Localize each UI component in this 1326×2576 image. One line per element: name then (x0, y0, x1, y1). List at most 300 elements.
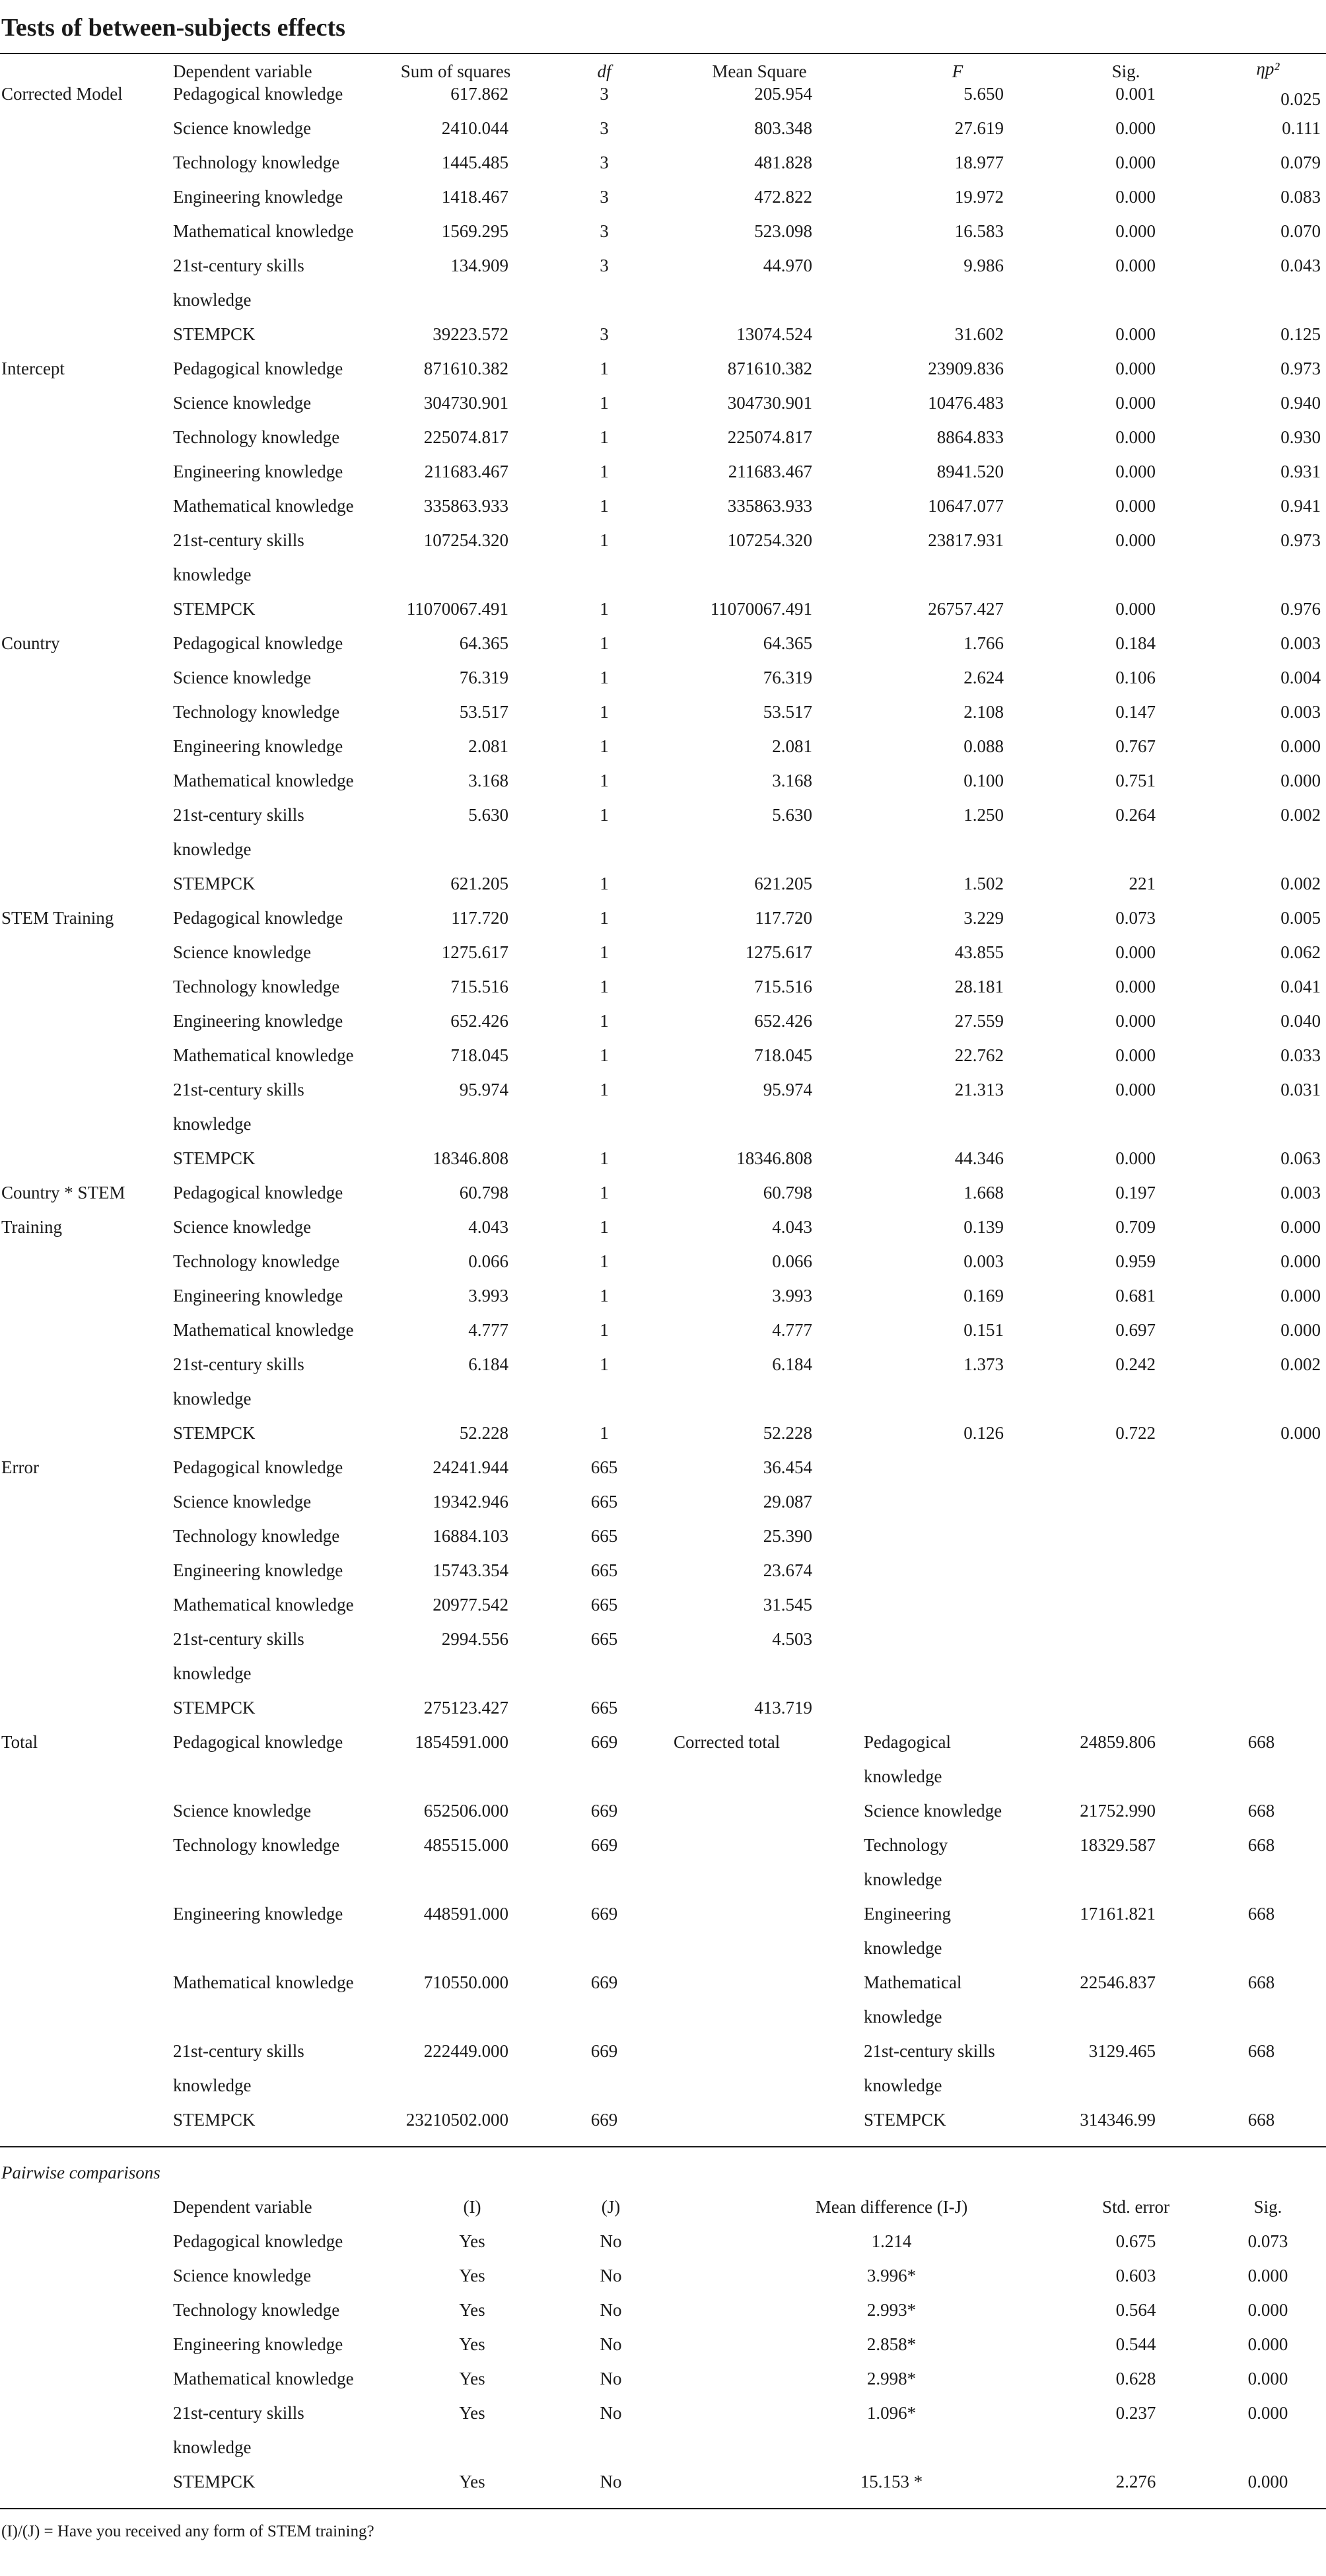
pairwise-header-mean-difference: Mean difference (I-J) (815, 2197, 968, 2217)
std-error-cell: 0.564 (1115, 2300, 1156, 2320)
f-value-cell: 28.181 (954, 977, 1004, 996)
mean-square-cell: 621.205 (754, 874, 812, 893)
dependent-variable-cell: Engineering knowledge (173, 1286, 343, 1305)
partial-eta-squared-cell: 0.033 (1280, 1045, 1321, 1065)
sig-cell: 0.073 (1115, 908, 1156, 928)
pairwise-j-cell: No (600, 2334, 622, 2354)
partial-eta-squared-cell: 0.973 (1280, 359, 1321, 378)
dependent-variable-cell: knowledge (173, 1114, 252, 1134)
partial-eta-squared-cell: 0.002 (1280, 805, 1321, 825)
dependent-variable-cell: Engineering knowledge (173, 1011, 343, 1031)
dependent-variable-cell: Science knowledge (173, 1217, 312, 1237)
df-cell: 1 (600, 496, 609, 516)
df-cell: 665 (590, 1457, 618, 1477)
dependent-variable-cell: Science knowledge (173, 668, 312, 687)
mean-square-cell: 2.081 (772, 736, 812, 756)
mean-square-cell: 117.720 (755, 908, 812, 928)
dependent-variable-cell: Mathematical knowledge (173, 221, 354, 241)
sig-cell: 0.681 (1115, 1286, 1156, 1305)
sum-of-squares-cell: 222449.000 (423, 2041, 508, 2061)
partial-eta-squared-cell: 0.043 (1280, 256, 1321, 275)
df-cell: 1 (600, 771, 609, 790)
corrected-sum-of-squares-cell: 22546.837 (1080, 1972, 1156, 1992)
corrected-sum-of-squares-cell: 3129.465 (1088, 2041, 1156, 2061)
mean-square-cell: 23.674 (763, 1560, 812, 1580)
pairwise-j-cell: No (600, 2369, 622, 2388)
df-cell: 1 (600, 1286, 609, 1305)
partial-eta-squared-cell: 0.002 (1280, 874, 1321, 893)
pairwise-sig-cell: 0.000 (1247, 2334, 1288, 2354)
df-cell: 1 (600, 1011, 609, 1031)
pairwise-sig-cell: 0.000 (1247, 2403, 1288, 2423)
dependent-variable-cell: STEMPCK (173, 599, 256, 619)
sig-cell: 0.000 (1115, 462, 1156, 481)
sum-of-squares-cell: 23210502.000 (405, 2110, 508, 2130)
mean-square-cell: 1275.617 (745, 942, 812, 962)
dependent-variable-cell: Pedagogical knowledge (173, 1732, 343, 1752)
sig-cell: 0.000 (1115, 118, 1156, 138)
mean-difference-cell: 2.858* (866, 2334, 917, 2354)
df-cell: 665 (590, 1526, 618, 1546)
f-value-cell: 19.972 (954, 187, 1004, 207)
dependent-variable-cell: knowledge (173, 1663, 252, 1683)
partial-eta-squared-cell: 0.031 (1280, 1080, 1321, 1099)
dependent-variable-cell: Pedagogical knowledge (173, 633, 343, 653)
mean-difference-cell: 3.996* (866, 2266, 917, 2285)
f-value-cell: 1.668 (963, 1183, 1004, 1202)
df-cell: 1 (600, 393, 609, 413)
mean-square-cell: 107254.320 (727, 530, 812, 550)
dependent-variable-cell: STEMPCK (173, 874, 256, 893)
sum-of-squares-cell: 60.798 (459, 1183, 508, 1202)
std-error-cell: 0.603 (1115, 2266, 1156, 2285)
f-value-cell: 2.108 (963, 702, 1004, 722)
sum-of-squares-cell: 18346.808 (433, 1148, 508, 1168)
df-cell: 1 (600, 1183, 609, 1202)
mean-square-cell: 6.184 (772, 1354, 812, 1374)
df-cell: 1 (600, 530, 609, 550)
df-cell: 3 (600, 256, 609, 275)
pairwise-j-cell: No (600, 2300, 622, 2320)
dependent-variable-cell: Pedagogical knowledge (173, 1183, 343, 1202)
dependent-variable-cell: Science knowledge (173, 942, 312, 962)
corrected-dependent-variable-cell: knowledge (864, 2075, 942, 2095)
sum-of-squares-cell: 52.228 (459, 1423, 508, 1443)
df-cell: 1 (600, 633, 609, 653)
sig-cell: 0.000 (1115, 153, 1156, 172)
mean-square-cell: 803.348 (754, 118, 812, 138)
df-cell: 1 (600, 1423, 609, 1443)
mean-square-cell: 718.045 (754, 1045, 812, 1065)
std-error-cell: 0.628 (1115, 2369, 1156, 2388)
std-error-cell: 0.237 (1115, 2403, 1156, 2423)
sig-cell: 0.697 (1115, 1320, 1156, 1340)
sum-of-squares-cell: 95.974 (459, 1080, 508, 1099)
sig-cell: 0.000 (1115, 1045, 1156, 1065)
sig-cell: 0.000 (1115, 359, 1156, 378)
sig-cell: 0.000 (1115, 599, 1156, 619)
column-header-sum-of-squares: Sum of squares (400, 61, 511, 81)
corrected-dependent-variable-cell: 21st-century skills (864, 2041, 995, 2061)
sig-cell: 0.106 (1115, 668, 1156, 687)
sum-of-squares-cell: 3.168 (468, 771, 508, 790)
f-value-cell: 0.151 (963, 1320, 1004, 1340)
sum-of-squares-cell: 4.777 (468, 1320, 508, 1340)
partial-eta-squared-cell: 0.002 (1280, 1354, 1321, 1374)
sum-of-squares-cell: 718.045 (450, 1045, 508, 1065)
corrected-df-cell: 668 (1247, 1801, 1275, 1821)
dependent-variable-cell: STEMPCK (173, 1148, 256, 1168)
source-label: STEM Training (1, 908, 114, 928)
dependent-variable-cell: Engineering knowledge (173, 736, 343, 756)
partial-eta-squared-cell: 0.040 (1280, 1011, 1321, 1031)
dependent-variable-cell: Science knowledge (173, 1801, 312, 1821)
dependent-variable-cell: 21st-century skills (173, 530, 304, 550)
df-cell: 1 (600, 668, 609, 687)
df-cell: 1 (600, 462, 609, 481)
df-cell: 3 (600, 324, 609, 344)
sum-of-squares-cell: 1569.295 (441, 221, 508, 241)
sum-of-squares-cell: 211683.467 (424, 462, 508, 481)
corrected-df-cell: 668 (1247, 1835, 1275, 1855)
df-cell: 1 (600, 1354, 609, 1374)
mean-difference-cell: 2.998* (866, 2369, 917, 2388)
sig-cell: 0.767 (1115, 736, 1156, 756)
dependent-variable-cell: knowledge (173, 290, 252, 310)
partial-eta-squared-cell: 0.125 (1280, 324, 1321, 344)
dependent-variable-cell: Engineering knowledge (173, 1904, 343, 1924)
sig-cell: 0.184 (1115, 633, 1156, 653)
mean-square-cell: 36.454 (763, 1457, 812, 1477)
sum-of-squares-cell: 53.517 (459, 702, 508, 722)
pairwise-header-i: (I) (463, 2197, 481, 2217)
f-value-cell: 9.986 (963, 256, 1004, 275)
pairwise-sig-cell: 0.000 (1247, 2266, 1288, 2285)
sig-cell: 0.197 (1115, 1183, 1156, 1202)
pairwise-i-cell: Yes (459, 2472, 485, 2491)
mean-square-cell: 211683.467 (728, 462, 812, 481)
f-value-cell: 8941.520 (936, 462, 1004, 481)
partial-eta-squared-cell: 0.976 (1280, 599, 1321, 619)
partial-eta-squared-cell: 0.003 (1280, 1183, 1321, 1202)
partial-eta-squared-cell: 0.004 (1280, 668, 1321, 687)
table-footnote: (I)/(J) = Have you received any form of STEM training? (1, 2523, 374, 2540)
column-header-f: F (952, 61, 963, 81)
mean-square-cell: 715.516 (754, 977, 812, 996)
sig-cell: 221 (1129, 874, 1156, 893)
sig-cell: 0.000 (1115, 977, 1156, 996)
df-cell: 3 (600, 118, 609, 138)
f-value-cell: 23817.931 (928, 530, 1004, 550)
sum-of-squares-cell: 107254.320 (423, 530, 508, 550)
pairwise-sig-cell: 0.000 (1247, 2300, 1288, 2320)
f-value-cell: 0.003 (963, 1251, 1004, 1271)
sum-of-squares-cell: 20977.542 (433, 1595, 508, 1615)
pairwise-sig-cell: 0.073 (1247, 2231, 1288, 2251)
mean-square-cell: 205.954 (754, 84, 812, 104)
mean-square-cell: 5.630 (772, 805, 812, 825)
mean-difference-cell: 2.993* (866, 2300, 917, 2320)
f-value-cell: 1.250 (963, 805, 1004, 825)
partial-eta-squared-cell: 0.000 (1280, 1320, 1321, 1340)
sum-of-squares-cell: 19342.946 (433, 1492, 508, 1512)
dependent-variable-cell: STEMPCK (173, 1423, 256, 1443)
sum-of-squares-cell: 1418.467 (441, 187, 508, 207)
df-cell: 669 (590, 1835, 618, 1855)
sum-of-squares-cell: 1445.485 (441, 153, 508, 172)
df-cell: 3 (600, 153, 609, 172)
source-label: Country (1, 633, 60, 653)
sig-cell: 0.000 (1115, 187, 1156, 207)
column-header-partial-eta-squared: ηp² (1256, 59, 1280, 79)
dependent-variable-cell: 21st-century skills (173, 1080, 304, 1099)
sum-of-squares-cell: 652.426 (450, 1011, 508, 1031)
partial-eta-squared-cell: 0.000 (1280, 771, 1321, 790)
mean-square-cell: 13074.524 (736, 324, 812, 344)
partial-eta-squared-cell: 0.083 (1280, 187, 1321, 207)
partial-eta-squared-cell: 0.000 (1280, 1423, 1321, 1443)
partial-eta-squared-cell: 0.941 (1280, 496, 1321, 516)
f-value-cell: 1.373 (963, 1354, 1004, 1374)
dependent-variable-cell: Mathematical knowledge (173, 496, 354, 516)
partial-eta-squared-cell: 0.000 (1280, 1251, 1321, 1271)
mean-square-cell: 18346.808 (736, 1148, 812, 1168)
sum-of-squares-cell: 0.066 (468, 1251, 508, 1271)
dependent-variable-cell: Engineering knowledge (173, 2334, 343, 2354)
pairwise-header-std-error: Std. error (1102, 2197, 1169, 2217)
partial-eta-squared-cell: 0.079 (1280, 153, 1321, 172)
mean-square-cell: 3.168 (772, 771, 812, 790)
dependent-variable-cell: 21st-century skills (173, 2041, 304, 2061)
mean-square-cell: 4.043 (772, 1217, 812, 1237)
dependent-variable-cell: 21st-century skills (173, 1354, 304, 1374)
sig-cell: 0.147 (1115, 702, 1156, 722)
corrected-sum-of-squares-cell: 17161.821 (1080, 1904, 1156, 1924)
partial-eta-squared-cell: 0.111 (1282, 118, 1321, 138)
dependent-variable-cell: STEMPCK (173, 2110, 256, 2130)
sum-of-squares-cell: 652506.000 (423, 1801, 508, 1821)
dependent-variable-cell: Science knowledge (173, 393, 312, 413)
df-cell: 1 (600, 1148, 609, 1168)
sig-cell: 0.001 (1115, 84, 1156, 104)
df-cell: 1 (600, 1217, 609, 1237)
df-cell: 1 (600, 1251, 609, 1271)
partial-eta-squared-cell: 0.000 (1280, 1286, 1321, 1305)
sig-cell: 0.722 (1115, 1423, 1156, 1443)
df-cell: 1 (600, 599, 609, 619)
f-value-cell: 1.766 (963, 633, 1004, 653)
f-value-cell: 26757.427 (928, 599, 1004, 619)
mean-square-cell: 481.828 (754, 153, 812, 172)
df-cell: 665 (590, 1560, 618, 1580)
df-cell: 669 (590, 2110, 618, 2130)
corrected-sum-of-squares-cell: 314346.99 (1080, 2110, 1156, 2130)
partial-eta-squared-cell: 0.062 (1280, 942, 1321, 962)
sig-cell: 0.959 (1115, 1251, 1156, 1271)
mean-square-cell: 4.503 (772, 1629, 812, 1649)
dependent-variable-cell: Technology knowledge (173, 1251, 340, 1271)
sum-of-squares-cell: 485515.000 (423, 1835, 508, 1855)
mean-square-cell: 52.228 (763, 1423, 812, 1443)
sig-cell: 0.000 (1115, 256, 1156, 275)
f-value-cell: 0.100 (963, 771, 1004, 790)
sig-cell: 0.000 (1115, 496, 1156, 516)
sum-of-squares-cell: 335863.933 (423, 496, 508, 516)
dependent-variable-cell: Mathematical knowledge (173, 1595, 354, 1615)
pairwise-i-cell: Yes (459, 2334, 485, 2354)
sum-of-squares-cell: 225074.817 (423, 427, 508, 447)
corrected-sum-of-squares-cell: 18329.587 (1080, 1835, 1156, 1855)
f-value-cell: 0.126 (963, 1423, 1004, 1443)
sum-of-squares-cell: 39223.572 (433, 324, 508, 344)
dependent-variable-cell: knowledge (173, 2075, 252, 2095)
mean-square-cell: 53.517 (763, 702, 812, 722)
partial-eta-squared-cell: 0.041 (1280, 977, 1321, 996)
pairwise-i-cell: Yes (459, 2231, 485, 2251)
source-label: Training (1, 1217, 63, 1237)
df-cell: 1 (600, 977, 609, 996)
df-cell: 1 (600, 427, 609, 447)
corrected-dependent-variable-cell: Technology (864, 1835, 948, 1855)
f-value-cell: 27.559 (954, 1011, 1004, 1031)
partial-eta-squared-cell: 0.003 (1280, 633, 1321, 653)
sum-of-squares-cell: 2410.044 (441, 118, 508, 138)
corrected-dependent-variable-cell: knowledge (864, 1869, 942, 1889)
column-header-df: df (597, 61, 611, 81)
sig-cell: 0.000 (1115, 221, 1156, 241)
f-value-cell: 0.139 (963, 1217, 1004, 1237)
df-cell: 665 (590, 1698, 618, 1718)
dependent-variable-cell: knowledge (173, 2437, 252, 2457)
mean-difference-cell: 15.153 * (860, 2472, 923, 2491)
dependent-variable-cell: Technology knowledge (173, 702, 340, 722)
corrected-dependent-variable-cell: Pedagogical (864, 1732, 951, 1752)
corrected-dependent-variable-cell: Mathematical (864, 1972, 962, 1992)
df-cell: 665 (590, 1595, 618, 1615)
dependent-variable-cell: Technology knowledge (173, 1526, 340, 1546)
pairwise-i-cell: Yes (459, 2369, 485, 2388)
mean-square-cell: 3.993 (772, 1286, 812, 1305)
df-cell: 1 (600, 908, 609, 928)
dependent-variable-cell: Mathematical knowledge (173, 2369, 354, 2388)
partial-eta-squared-cell: 0.063 (1280, 1148, 1321, 1168)
mean-square-cell: 76.319 (763, 668, 812, 687)
pairwise-sig-cell: 0.000 (1247, 2369, 1288, 2388)
sum-of-squares-cell: 6.184 (468, 1354, 508, 1374)
dependent-variable-cell: Mathematical knowledge (173, 1045, 354, 1065)
partial-eta-squared-cell: 0.931 (1280, 462, 1321, 481)
f-value-cell: 22.762 (954, 1045, 1004, 1065)
f-value-cell: 23909.836 (928, 359, 1004, 378)
mean-square-cell: 44.970 (763, 256, 812, 275)
dependent-variable-cell: 21st-century skills (173, 256, 304, 275)
sum-of-squares-cell: 134.909 (450, 256, 508, 275)
mean-square-cell: 225074.817 (727, 427, 812, 447)
pairwise-j-cell: No (600, 2403, 622, 2423)
dependent-variable-cell: Pedagogical knowledge (173, 2231, 343, 2251)
dependent-variable-cell: Technology knowledge (173, 1835, 340, 1855)
dependent-variable-cell: Technology knowledge (173, 977, 340, 996)
corrected-dependent-variable-cell: knowledge (864, 1766, 942, 1786)
mean-square-cell: 413.719 (754, 1698, 812, 1718)
pairwise-j-cell: No (600, 2266, 622, 2285)
corrected-dependent-variable-cell: Science knowledge (864, 1801, 1002, 1821)
sig-cell: 0.264 (1115, 805, 1156, 825)
df-cell: 1 (600, 359, 609, 378)
f-value-cell: 16.583 (954, 221, 1004, 241)
partial-eta-squared-cell: 0.940 (1280, 393, 1321, 413)
sum-of-squares-cell: 710550.000 (423, 1972, 508, 1992)
sum-of-squares-cell: 4.043 (468, 1217, 508, 1237)
sum-of-squares-cell: 117.720 (451, 908, 508, 928)
corrected-dependent-variable-cell: Engineering (864, 1904, 951, 1924)
dependent-variable-cell: knowledge (173, 1389, 252, 1409)
mean-square-cell: 335863.933 (727, 496, 812, 516)
df-cell: 1 (600, 736, 609, 756)
dependent-variable-cell: Pedagogical knowledge (173, 908, 343, 928)
dependent-variable-cell: Pedagogical knowledge (173, 84, 343, 104)
sig-cell: 0.000 (1115, 1080, 1156, 1099)
pairwise-comparisons-title: Pairwise comparisons (1, 2163, 160, 2182)
sum-of-squares-cell: 871610.382 (423, 359, 508, 378)
df-cell: 1 (600, 1080, 609, 1099)
corrected-dependent-variable-cell: knowledge (864, 1938, 942, 1958)
pairwise-header-dependent-variable: Dependent variable (173, 2197, 312, 2217)
mean-square-cell: 4.777 (772, 1320, 812, 1340)
dependent-variable-cell: knowledge (173, 565, 252, 584)
source-label: Country * STEM (1, 1183, 125, 1202)
source-label: Error (1, 1457, 39, 1477)
sum-of-squares-cell: 76.319 (459, 668, 508, 687)
sum-of-squares-cell: 11070067.491 (406, 599, 508, 619)
source-label: Intercept (1, 359, 65, 378)
partial-eta-squared-cell: 0.000 (1280, 1217, 1321, 1237)
pairwise-header-sig: Sig. (1253, 2197, 1282, 2217)
mean-square-cell: 31.545 (763, 1595, 812, 1615)
mean-square-cell: 871610.382 (727, 359, 812, 378)
sum-of-squares-cell: 715.516 (450, 977, 508, 996)
df-cell: 665 (590, 1492, 618, 1512)
corrected-sum-of-squares-cell: 24859.806 (1080, 1732, 1156, 1752)
dependent-variable-cell: Pedagogical knowledge (173, 359, 343, 378)
dependent-variable-cell: Engineering knowledge (173, 1560, 343, 1580)
sum-of-squares-cell: 16884.103 (433, 1526, 508, 1546)
corrected-df-cell: 668 (1247, 1904, 1275, 1924)
dependent-variable-cell: Science knowledge (173, 1492, 312, 1512)
dependent-variable-cell: STEMPCK (173, 324, 256, 344)
mean-square-cell: 652.426 (754, 1011, 812, 1031)
sig-cell: 0.000 (1115, 1011, 1156, 1031)
dependent-variable-cell: 21st-century skills (173, 1629, 304, 1649)
f-value-cell: 10647.077 (928, 496, 1004, 516)
dependent-variable-cell: Engineering knowledge (173, 187, 343, 207)
sum-of-squares-cell: 15743.354 (433, 1560, 508, 1580)
corrected-df-cell: 668 (1247, 1972, 1275, 1992)
sum-of-squares-cell: 3.993 (468, 1286, 508, 1305)
dependent-variable-cell: STEMPCK (173, 1698, 256, 1718)
column-header-sig: Sig. (1111, 61, 1140, 81)
sum-of-squares-cell: 448591.000 (423, 1904, 508, 1924)
sig-cell: 0.000 (1115, 1148, 1156, 1168)
corrected-df-cell: 668 (1247, 2110, 1275, 2130)
pairwise-sig-cell: 0.000 (1247, 2472, 1288, 2491)
corrected-df-cell: 668 (1247, 1732, 1275, 1752)
partial-eta-squared-cell: 0.070 (1280, 221, 1321, 241)
mean-square-cell: 472.822 (754, 187, 812, 207)
pairwise-i-cell: Yes (459, 2300, 485, 2320)
mean-square-cell: 60.798 (763, 1183, 812, 1202)
sig-cell: 0.000 (1115, 393, 1156, 413)
